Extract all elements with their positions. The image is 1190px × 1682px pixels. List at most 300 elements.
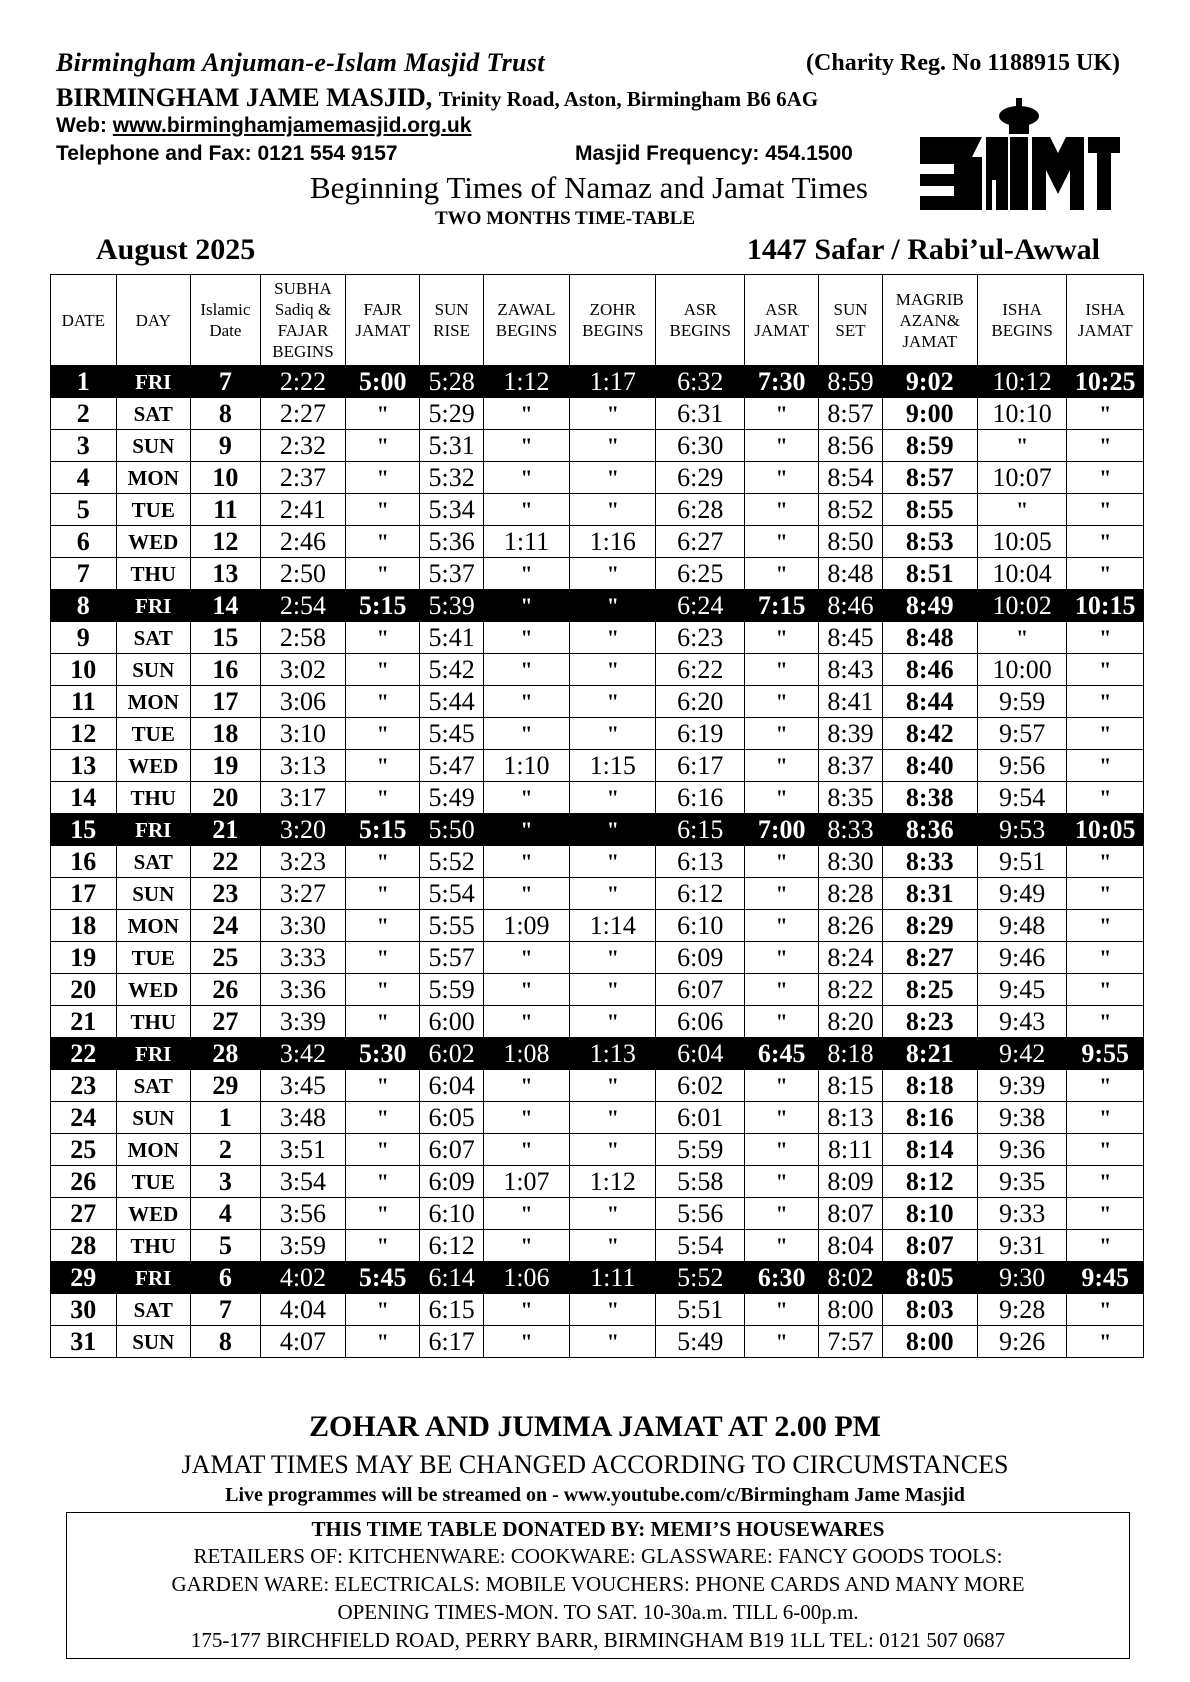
table-cell: 5:41	[420, 622, 483, 654]
table-cell: SAT	[116, 622, 190, 654]
table-cell: 2:41	[260, 494, 345, 526]
table-cell: 8:31	[882, 878, 977, 910]
table-cell: MON	[116, 462, 190, 494]
table-cell: 6:16	[656, 782, 745, 814]
table-cell: 3	[51, 430, 117, 462]
table-cell: "	[1067, 1198, 1144, 1230]
table-cell: "	[346, 1070, 420, 1102]
table-cell: "	[1067, 942, 1144, 974]
table-cell: 1:11	[570, 1262, 656, 1294]
timetable	[50, 274, 1144, 1358]
table-cell: 5:45	[346, 1262, 420, 1294]
table-cell: 6:04	[656, 1038, 745, 1070]
table-cell: "	[745, 1326, 819, 1358]
table-cell: THU	[116, 1230, 190, 1262]
table-cell: "	[346, 1198, 420, 1230]
table-cell: 5:31	[420, 430, 483, 462]
table-cell: "	[745, 1070, 819, 1102]
table-cell: 5:54	[420, 878, 483, 910]
table-cell: 21	[190, 814, 260, 846]
column-header-line: BEGINS	[495, 321, 558, 340]
table-cell: 5:50	[420, 814, 483, 846]
table-cell: FRI	[116, 1038, 190, 1070]
table-cell: "	[346, 622, 420, 654]
table-cell: 8:22	[819, 974, 882, 1006]
column-header-line: BEGINS	[669, 321, 731, 340]
table-cell: 17	[51, 878, 117, 910]
table-cell: 9:00	[882, 398, 977, 430]
column-header-line: DAY	[135, 310, 171, 330]
table-cell: MON	[116, 686, 190, 718]
table-cell: 7	[190, 1294, 260, 1326]
table-cell: 8:43	[819, 654, 882, 686]
table-row	[51, 558, 1144, 590]
table-cell: SUN	[116, 654, 190, 686]
table-cell: 18	[190, 718, 260, 750]
table-cell: 6:00	[420, 1006, 483, 1038]
table-cell: 10:00	[977, 654, 1067, 686]
table-cell: 8:18	[819, 1038, 882, 1070]
table-cell: 6:02	[656, 1070, 745, 1102]
table-cell: 9:02	[882, 366, 977, 398]
table-row	[51, 814, 1144, 846]
table-cell: 9:36	[977, 1134, 1067, 1166]
table-cell: "	[483, 1198, 569, 1230]
table-row	[51, 494, 1144, 526]
table-cell: 26	[51, 1166, 117, 1198]
table-cell: 4:02	[260, 1262, 345, 1294]
table-row	[51, 878, 1144, 910]
table-cell: "	[570, 494, 656, 526]
table-cell: "	[346, 846, 420, 878]
header-row	[51, 275, 1144, 366]
table-row	[51, 718, 1144, 750]
table-cell: 8:33	[882, 846, 977, 878]
table-cell: "	[483, 782, 569, 814]
donor-line: OPENING TIMES-MON. TO SAT. 10-30a.m. TILL 6-00p.m.	[337, 1600, 859, 1624]
table-cell: 8:59	[819, 366, 882, 398]
table-cell: 8:05	[882, 1262, 977, 1294]
table-cell: SAT	[116, 1294, 190, 1326]
table-cell: "	[1067, 846, 1144, 878]
table-cell: "	[1067, 462, 1144, 494]
table-cell: 8:57	[882, 462, 977, 494]
table-row	[51, 590, 1144, 622]
table-cell: 8:30	[819, 846, 882, 878]
table-cell: 29	[51, 1262, 117, 1294]
table-cell: 22	[51, 1038, 117, 1070]
table-cell: "	[483, 814, 569, 846]
table-cell: "	[570, 430, 656, 462]
table-cell: "	[570, 1294, 656, 1326]
table-cell: 5:00	[346, 366, 420, 398]
table-cell: 1:12	[483, 366, 569, 398]
table-cell: "	[346, 494, 420, 526]
table-cell: 6:30	[656, 430, 745, 462]
charity-number: (Charity Reg. No 1188915 UK)	[806, 50, 1120, 76]
table-cell: 6:27	[656, 526, 745, 558]
table-cell: "	[1067, 1294, 1144, 1326]
table-cell: 23	[51, 1070, 117, 1102]
table-cell: "	[745, 1198, 819, 1230]
table-cell: 5:37	[420, 558, 483, 590]
table-cell: 3:30	[260, 910, 345, 942]
table-cell: 9:31	[977, 1230, 1067, 1262]
column-header	[656, 275, 745, 366]
table-cell: 3	[190, 1166, 260, 1198]
table-cell: 8:24	[819, 942, 882, 974]
table-row	[51, 622, 1144, 654]
column-header	[260, 275, 345, 366]
table-cell: 2:54	[260, 590, 345, 622]
table-cell: 9:51	[977, 846, 1067, 878]
table-cell: "	[1067, 654, 1144, 686]
table-cell: 9:55	[1067, 1038, 1144, 1070]
table-cell: 24	[51, 1102, 117, 1134]
table-cell: 16	[190, 654, 260, 686]
table-cell: 8:18	[882, 1070, 977, 1102]
table-cell: 8	[190, 398, 260, 430]
column-header-line: FAJR	[363, 300, 402, 319]
table-cell: 31	[51, 1326, 117, 1358]
table-cell: 9:38	[977, 1102, 1067, 1134]
table-cell: 1:11	[483, 526, 569, 558]
table-cell: "	[483, 1102, 569, 1134]
table-cell: "	[483, 494, 569, 526]
trust-name: Birmingham Anjuman-e-Islam Masjid Trust	[56, 48, 545, 77]
table-cell: "	[1067, 718, 1144, 750]
column-header-line: JAMAT	[754, 321, 810, 340]
table-cell: 17	[190, 686, 260, 718]
table-cell: "	[346, 1326, 420, 1358]
table-cell: "	[483, 622, 569, 654]
table-cell: "	[570, 782, 656, 814]
table-cell: 15	[51, 814, 117, 846]
table-cell: 6:06	[656, 1006, 745, 1038]
table-cell: SAT	[116, 398, 190, 430]
table-cell: 6:32	[656, 366, 745, 398]
table-cell: 8:57	[819, 398, 882, 430]
table-cell: 4:04	[260, 1294, 345, 1326]
table-cell: 15	[190, 622, 260, 654]
table-cell: "	[1067, 1166, 1144, 1198]
table-cell: TUE	[116, 1166, 190, 1198]
table-cell: MON	[116, 1134, 190, 1166]
table-cell: 5:56	[656, 1198, 745, 1230]
table-cell: SAT	[116, 1070, 190, 1102]
table-cell: 8:45	[819, 622, 882, 654]
table-cell: "	[745, 654, 819, 686]
table-row	[51, 430, 1144, 462]
table-cell: "	[346, 1294, 420, 1326]
table-cell: 5:36	[420, 526, 483, 558]
table-cell: 7	[190, 366, 260, 398]
table-cell: 16	[51, 846, 117, 878]
table-cell: 8:51	[882, 558, 977, 590]
table-row	[51, 398, 1144, 430]
table-row	[51, 1166, 1144, 1198]
table-cell: "	[745, 686, 819, 718]
table-cell: 2:58	[260, 622, 345, 654]
table-row	[51, 366, 1144, 398]
gregorian-month: August 2025	[96, 233, 256, 266]
table-cell: "	[483, 974, 569, 1006]
table-cell: 8:26	[819, 910, 882, 942]
column-header-line: SUN	[434, 300, 469, 319]
table-cell: "	[570, 1230, 656, 1262]
two-months-label: TWO MONTHS TIME-TABLE	[435, 208, 696, 229]
table-cell: 5	[51, 494, 117, 526]
table-cell: 6:31	[656, 398, 745, 430]
table-cell: FRI	[116, 1262, 190, 1294]
table-cell: 5:28	[420, 366, 483, 398]
table-cell: 5:15	[346, 590, 420, 622]
table-cell: "	[570, 686, 656, 718]
table-cell: 5:52	[420, 846, 483, 878]
table-row	[51, 686, 1144, 718]
table-cell: 9:45	[1067, 1262, 1144, 1294]
table-cell: "	[346, 942, 420, 974]
table-cell: 6:10	[656, 910, 745, 942]
table-cell: 8:40	[882, 750, 977, 782]
web-label: Web:	[56, 114, 107, 137]
table-cell: 8:00	[819, 1294, 882, 1326]
table-cell: 25	[51, 1134, 117, 1166]
table-cell: "	[483, 1230, 569, 1262]
table-cell: MON	[116, 910, 190, 942]
table-cell: 8:07	[819, 1198, 882, 1230]
table-cell: 3:23	[260, 846, 345, 878]
table-cell: 6:09	[656, 942, 745, 974]
table-cell: 26	[190, 974, 260, 1006]
table-cell: 8:15	[819, 1070, 882, 1102]
column-header	[190, 275, 260, 366]
table-cell: 2	[190, 1134, 260, 1166]
table-cell: 6:01	[656, 1102, 745, 1134]
table-cell: 9:45	[977, 974, 1067, 1006]
website-link[interactable]: www.birminghamjamemasjid.org.uk	[112, 114, 472, 137]
table-cell: "	[745, 462, 819, 494]
table-cell: 3:06	[260, 686, 345, 718]
masjid-name-line	[56, 83, 818, 113]
column-header	[1067, 275, 1144, 366]
column-header-line: RISE	[433, 321, 470, 340]
table-cell: "	[570, 1102, 656, 1134]
table-row	[51, 1198, 1144, 1230]
table-cell: WED	[116, 526, 190, 558]
table-cell: "	[1067, 1134, 1144, 1166]
table-cell: 9:49	[977, 878, 1067, 910]
table-cell: "	[346, 718, 420, 750]
table-cell: 8	[51, 590, 117, 622]
table-cell: 8:27	[882, 942, 977, 974]
table-cell: FRI	[116, 814, 190, 846]
table-cell: 9:33	[977, 1198, 1067, 1230]
table-cell: 10:05	[1067, 814, 1144, 846]
table-cell: 10:05	[977, 526, 1067, 558]
table-cell: 3:56	[260, 1198, 345, 1230]
table-row	[51, 1070, 1144, 1102]
column-header-line: SUN	[833, 300, 868, 319]
table-cell: 8	[190, 1326, 260, 1358]
table-cell: 19	[51, 942, 117, 974]
table-cell: 1:15	[570, 750, 656, 782]
table-cell: 1	[190, 1102, 260, 1134]
table-cell: "	[1067, 782, 1144, 814]
column-header-line: BEGINS	[582, 321, 644, 340]
table-cell: 10:02	[977, 590, 1067, 622]
table-cell: 6:25	[656, 558, 745, 590]
table-cell: 6:20	[656, 686, 745, 718]
table-cell: 10	[51, 654, 117, 686]
table-cell: "	[570, 974, 656, 1006]
column-header	[483, 275, 569, 366]
web-line	[56, 114, 471, 138]
table-cell: 8:59	[882, 430, 977, 462]
table-cell: 5:55	[420, 910, 483, 942]
table-cell: 3:54	[260, 1166, 345, 1198]
table-cell: "	[1067, 910, 1144, 942]
table-cell: 10:10	[977, 398, 1067, 430]
table-row	[51, 1038, 1144, 1070]
telephone: Telephone and Fax: 0121 554 9157	[56, 142, 398, 165]
table-cell: "	[346, 462, 420, 494]
table-cell: 14	[190, 590, 260, 622]
table-row	[51, 526, 1144, 558]
table-cell: "	[483, 1006, 569, 1038]
zohar-jumma-notice: ZOHAR AND JUMMA JAMAT AT 2.00 PM	[309, 1410, 881, 1443]
table-cell: 3:45	[260, 1070, 345, 1102]
column-header	[420, 275, 483, 366]
table-cell: 21	[51, 1006, 117, 1038]
table-cell: 8:38	[882, 782, 977, 814]
table-cell: "	[1067, 1070, 1144, 1102]
table-cell: 1:06	[483, 1262, 569, 1294]
table-cell: "	[745, 878, 819, 910]
table-cell: 5:59	[420, 974, 483, 1006]
table-cell: WED	[116, 750, 190, 782]
table-cell: "	[483, 398, 569, 430]
table-cell: 8:20	[819, 1006, 882, 1038]
table-cell: 2:22	[260, 366, 345, 398]
table-row	[51, 1230, 1144, 1262]
table-cell: TUE	[116, 942, 190, 974]
table-cell: 9:35	[977, 1166, 1067, 1198]
table-cell: "	[1067, 430, 1144, 462]
table-cell: 8:23	[882, 1006, 977, 1038]
table-cell: 3:33	[260, 942, 345, 974]
column-header-line: BEGINS	[272, 342, 334, 361]
table-cell: 28	[51, 1230, 117, 1262]
table-cell: 5:52	[656, 1262, 745, 1294]
table-cell: 6:23	[656, 622, 745, 654]
table-cell: "	[483, 1070, 569, 1102]
table-cell: 3:39	[260, 1006, 345, 1038]
table-cell: 8:41	[819, 686, 882, 718]
table-cell: 10	[190, 462, 260, 494]
table-cell: 5	[190, 1230, 260, 1262]
table-cell: 9:39	[977, 1070, 1067, 1102]
column-header-line: SET	[835, 321, 866, 340]
table-cell: "	[745, 430, 819, 462]
table-cell: "	[346, 910, 420, 942]
table-cell: 8:35	[819, 782, 882, 814]
table-cell: "	[745, 1230, 819, 1262]
table-cell: SUN	[116, 1102, 190, 1134]
table-cell: 10:25	[1067, 366, 1144, 398]
table-cell: "	[570, 622, 656, 654]
table-cell: "	[570, 1134, 656, 1166]
table-cell: 9:54	[977, 782, 1067, 814]
table-cell: 8:55	[882, 494, 977, 526]
table-cell: 8:28	[819, 878, 882, 910]
donor-title: THIS TIME TABLE DONATED BY: MEMI’S HOUSEWARES	[311, 1517, 885, 1541]
table-cell: 19	[190, 750, 260, 782]
table-cell: 13	[190, 558, 260, 590]
table-cell: "	[570, 942, 656, 974]
table-cell: 5:58	[656, 1166, 745, 1198]
table-cell: 8:48	[819, 558, 882, 590]
table-cell: 6:10	[420, 1198, 483, 1230]
column-header-line: Sadiq &	[274, 300, 332, 319]
table-cell: 6:28	[656, 494, 745, 526]
table-cell: "	[745, 1166, 819, 1198]
table-cell: 6:24	[656, 590, 745, 622]
table-cell: 5:42	[420, 654, 483, 686]
table-cell: 6	[51, 526, 117, 558]
table-cell: "	[570, 814, 656, 846]
table-cell: "	[745, 398, 819, 430]
table-cell: 29	[190, 1070, 260, 1102]
table-cell: "	[1067, 686, 1144, 718]
table-row	[51, 942, 1144, 974]
column-header-line: Islamic	[200, 300, 251, 319]
column-header-line: ZAWAL	[497, 300, 556, 319]
table-cell: 22	[190, 846, 260, 878]
column-header-line: JAMAT	[902, 331, 958, 351]
table-cell: SUN	[116, 430, 190, 462]
donor-line: GARDEN WARE: ELECTRICALS: MOBILE VOUCHERS: PHONE CARDS AND MANY MORE	[171, 1572, 1025, 1596]
table-cell: 8:46	[882, 654, 977, 686]
islamic-month: 1447 Safar / Rabi’ul-Awwal	[746, 233, 1100, 266]
table-cell: 9	[190, 430, 260, 462]
table-cell: "	[570, 1326, 656, 1358]
table-cell: "	[1067, 1102, 1144, 1134]
table-cell: "	[346, 974, 420, 1006]
table-cell: 5:59	[656, 1134, 745, 1166]
masjid-name: BIRMINGHAM JAME MASJID,	[56, 83, 433, 112]
table-cell: 9:28	[977, 1294, 1067, 1326]
table-cell: 8:02	[819, 1262, 882, 1294]
column-header-line: MAGRIB	[895, 289, 964, 309]
table-cell: 2:32	[260, 430, 345, 462]
table-cell: 3:48	[260, 1102, 345, 1134]
table-cell: 6:15	[656, 814, 745, 846]
table-cell: "	[1067, 558, 1144, 590]
table-cell: 9:56	[977, 750, 1067, 782]
table-cell: "	[1067, 878, 1144, 910]
table-cell: "	[483, 878, 569, 910]
table-cell: 11	[51, 686, 117, 718]
table-cell: 8:39	[819, 718, 882, 750]
table-cell: 6:04	[420, 1070, 483, 1102]
table-cell: 8:50	[819, 526, 882, 558]
table-cell: 10:15	[1067, 590, 1144, 622]
table-row	[51, 974, 1144, 1006]
column-header-line: JAMAT	[1077, 321, 1133, 340]
table-cell: 8:48	[882, 622, 977, 654]
table-row	[51, 462, 1144, 494]
